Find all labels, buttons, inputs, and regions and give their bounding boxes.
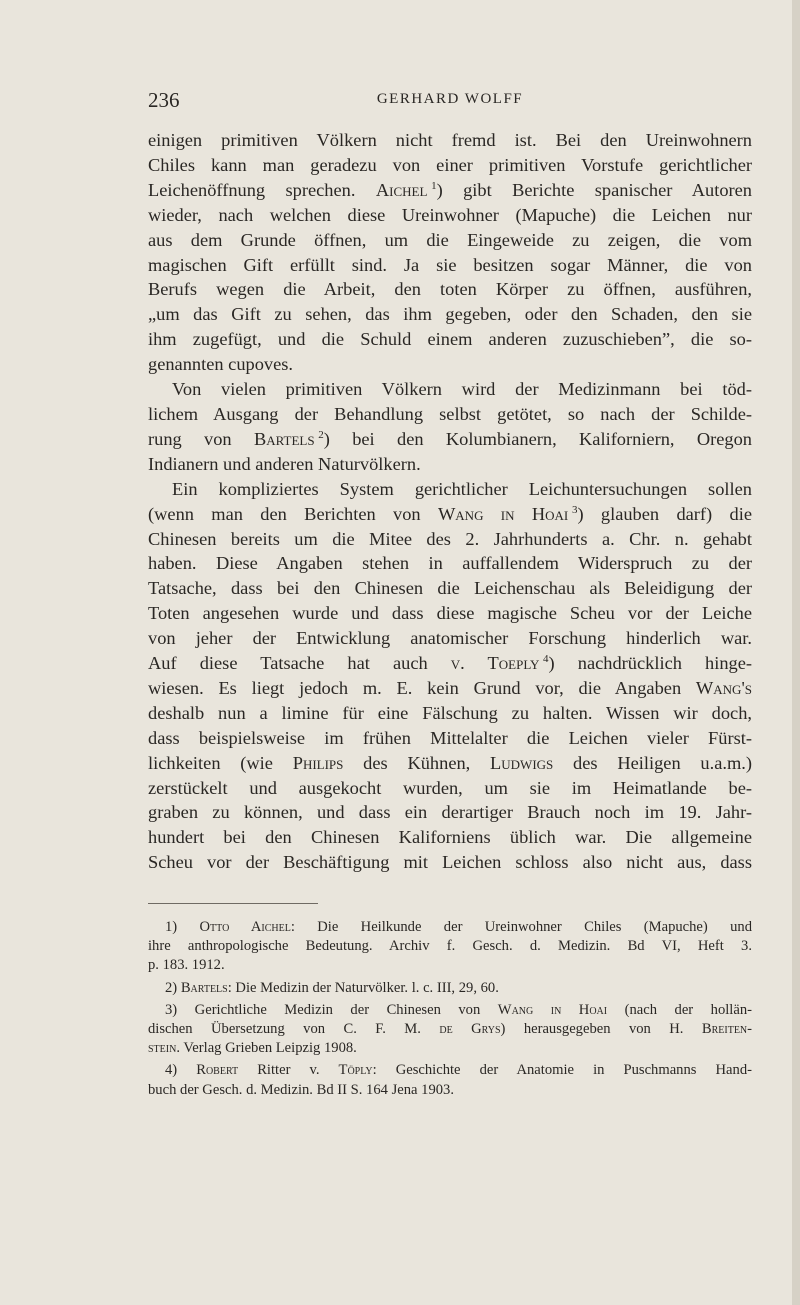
body-line: Chiles kann man geradezu von einer primitiven Vorstufe gerichtlicher: [148, 154, 752, 175]
footnote-line: buch der Gesch. d. Medizin. Bd II S. 164 Jena 1903.: [148, 1081, 455, 1098]
body-line: ihm zugefügt, und die Schuld einem anderen zuzuschieben”, die so-: [148, 329, 752, 350]
body-line: Berufs wegen die Arbeit, den toten Körper zu öffnen, ausführen,: [148, 279, 752, 300]
text-run: des Kühnen,: [343, 752, 491, 773]
footnote-line: [148, 1061, 752, 1080]
author-name: Bartels: [180, 979, 228, 996]
body-line: zerstückelt und ausgekocht wurden, um sie im Heimatlande be-: [148, 777, 752, 798]
text-run: : Die Medizin der Naturvölker. l. c. III, 29, 60.: [227, 979, 499, 996]
body-line: Indianern und anderen Naturvölkern.: [148, 453, 421, 474]
text-run: wiesen. Es liegt jedoch m. E. kein Grund vor, die Angaben: [148, 677, 696, 698]
body-line: magischen Gift erfüllt sind. Ja sie besitzen sogar Männer, die von: [148, 254, 752, 275]
footnote-number: 1): [165, 919, 200, 935]
author-name: Wang in Hoai: [437, 503, 569, 524]
author-name: Bartels: [253, 428, 315, 449]
body-line: graben zu können, und dass ein derartiger Brauch noch im 19. Jahr-: [148, 802, 752, 823]
footnote-line: p. 183. 1912.: [148, 957, 225, 974]
body-line: „um das Gift zu sehen, das ihm gegeben, oder den Schaden, den sie: [148, 304, 752, 325]
text-run: : Geschichte der Anatomie in Puschmanns Hand-: [372, 1062, 752, 1079]
author-name: Aichel: [375, 179, 428, 200]
page-edge: [792, 0, 800, 1305]
body-line: Ein kompliziertes System gerichtlicher Leichuntersuchungen sollen: [172, 478, 752, 499]
footnotes: [148, 918, 752, 1103]
footnote-ref: 3: [571, 503, 578, 516]
body-line: deshalb nun a limine für eine Fälschung zu halten. Wissen wir doch,: [148, 702, 752, 723]
text-run: Ritter v.: [238, 1062, 339, 1079]
body-text: [148, 128, 752, 875]
footnote-line: [148, 1001, 752, 1020]
body-line: Chinesen bereits um die Mitee des 2. Jahrhunderts a. Chr. n. gehabt: [148, 528, 752, 549]
body-line: genannten cupoves.: [148, 354, 294, 375]
footnote-4: [148, 1061, 752, 1099]
text-run: Leichenöffnung sprechen.: [148, 179, 376, 200]
body-line: [148, 751, 752, 776]
footnote-3: [148, 1001, 752, 1059]
text-run: Gerichtliche Medizin der Chinesen von: [194, 1001, 498, 1018]
text-run: rung von: [148, 428, 254, 449]
body-line: aus dem Grunde öffnen, um die Eingeweide zu zeigen, die vom: [148, 229, 752, 250]
author-name: de Grys: [439, 1021, 501, 1038]
page-number: 236: [148, 88, 180, 112]
text-run: ) glauben darf) die: [577, 503, 752, 524]
text-run: (nach der hollän-: [607, 1001, 752, 1018]
text-run: Auf diese Tatsache hat auch: [148, 653, 451, 674]
body-line: [148, 676, 752, 701]
text-run: ) nachdrücklich hinge-: [548, 653, 752, 674]
text-run: ) herausgegeben von H.: [500, 1021, 702, 1038]
text-run: : Die Heilkunde der Ureinwohner Chiles (Mapuche) und: [290, 919, 752, 935]
body-line: [148, 651, 752, 676]
footnote-line: [148, 979, 752, 998]
text-run: (wenn man den Berichten von: [148, 503, 438, 524]
running-head: GERHARD WOLFF: [376, 91, 524, 107]
body-line: dass beispielsweise im frühen Mittelalter die Leichen vieler Fürst-: [148, 727, 752, 748]
footnote-ref: 2: [318, 428, 324, 441]
body-line: von jeher der Entwicklung anatomischer Forschung hinderlich war.: [148, 628, 752, 649]
author-name: Otto Aichel: [199, 919, 291, 935]
footnote-ref: 4: [543, 652, 549, 665]
author-name: v. Toeply: [450, 653, 540, 674]
footnote-1: [148, 918, 752, 976]
text-run: des Heiligen u.a.m.): [553, 752, 752, 773]
author-name: Wang in Hoai: [497, 1001, 608, 1018]
body-line: einigen primitiven Völkern nicht fremd ist. Bei den Ureinwohnern: [148, 130, 752, 150]
author-name: Breiten-: [701, 1021, 752, 1038]
text-run: lichkeiten (wie: [148, 752, 293, 773]
body-line: Tatsache, dass bei den Chinesen die Leichenschau als Beleidigung der: [148, 578, 752, 599]
body-line: haben. Diese Angaben stehen in auffallendem Widerspruch zu der: [148, 553, 752, 574]
person-name: Philips: [292, 752, 344, 773]
body-line: [148, 502, 752, 527]
footnote-line: [148, 918, 752, 937]
footnote-number: 4): [165, 1062, 197, 1079]
footnote-number: 3): [165, 1001, 195, 1018]
text-run: ) gibt Berichte spanischer Autoren: [436, 179, 752, 200]
text-run: . Verlag Grieben Leipzig 1908.: [176, 1040, 357, 1057]
footnote-2: [148, 979, 752, 998]
text-run: ) bei den Kolumbianern, Kaliforniern, Oregon: [323, 428, 752, 449]
text-run: dischen Übersetzung von C. F. M.: [148, 1021, 440, 1038]
body-line: [148, 427, 752, 452]
page-header: [148, 88, 752, 112]
body-line: wieder, nach welchen diese Ureinwohner (Mapuche) die Leichen nur: [148, 204, 752, 225]
footnote-line: [148, 1039, 752, 1058]
person-name: Ludwigs: [490, 752, 554, 773]
body-line: Scheu vor der Beschäftigung mit Leichen schloss also nicht aus, dass: [148, 852, 752, 873]
body-line: Von vielen primitiven Völkern wird der Medizinmann bei töd-: [172, 379, 752, 400]
body-line: Toten angesehen wurde und dass diese magische Scheu vor der Leiche: [148, 603, 752, 624]
body-line: [148, 178, 752, 203]
body-line: hundert bei den Chinesen Kaliforniens üblich war. Die allgemeine: [148, 827, 752, 848]
author-name: Töply: [338, 1062, 373, 1079]
footnote-line: ihre anthropologische Bedeutung. Archiv f. Gesch. d. Medizin. Bd VI, Heft 3.: [148, 938, 752, 955]
body-line: lichem Ausgang der Behandlung selbst getötet, so nach der Schilde-: [148, 403, 752, 424]
footnote-number: 2): [165, 979, 181, 996]
author-name: Robert: [196, 1062, 239, 1079]
footnote-ref: 1: [431, 179, 437, 192]
author-name: Wang's: [695, 677, 752, 698]
footnote-divider: [148, 903, 318, 904]
footnote-line: [148, 1020, 752, 1039]
author-name: stein: [148, 1040, 177, 1057]
